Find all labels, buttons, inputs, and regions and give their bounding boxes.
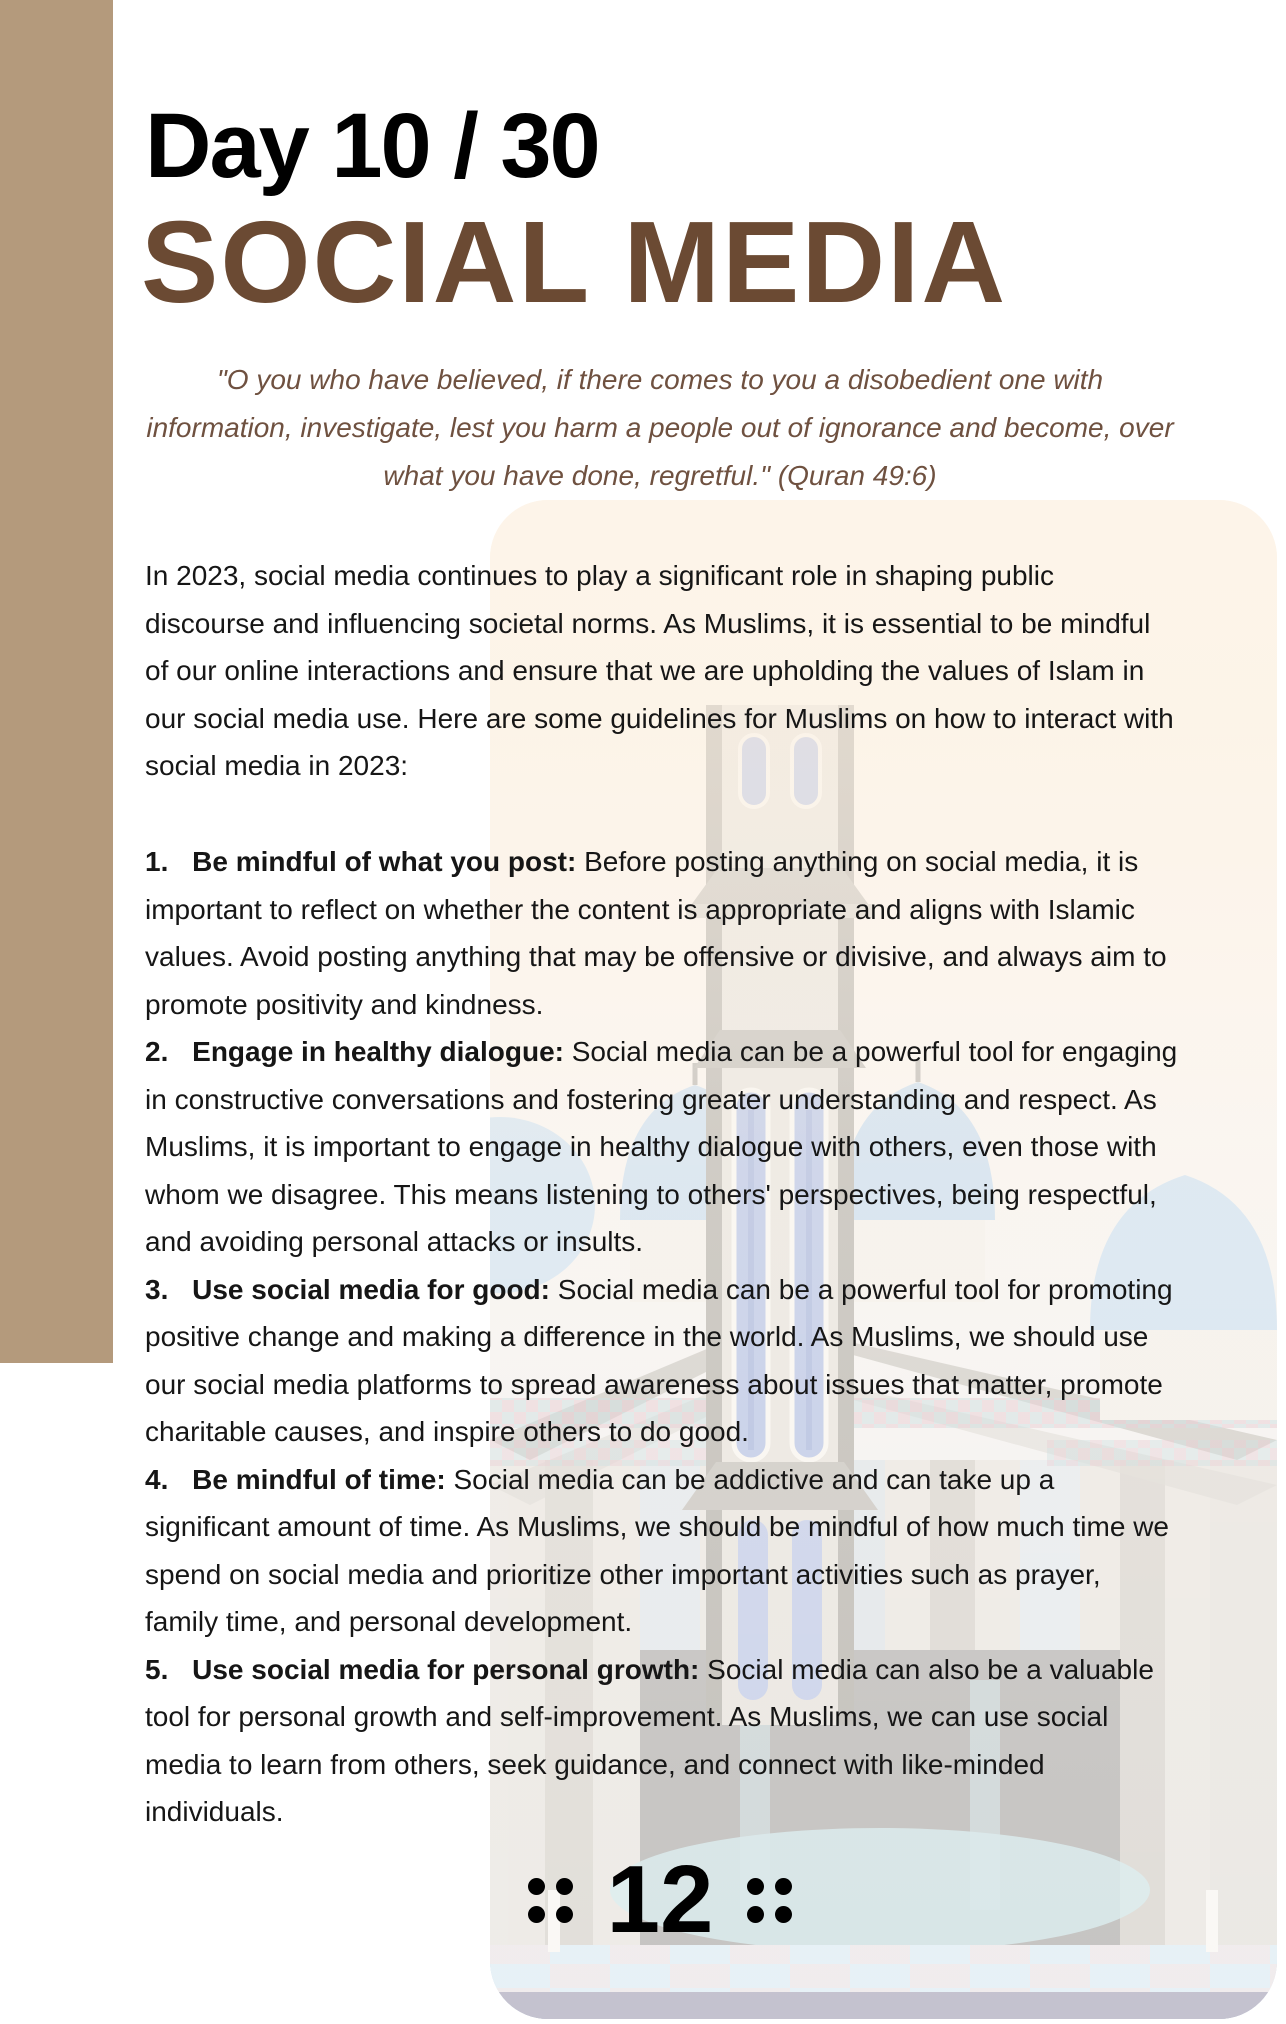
left-accent-bar: [0, 0, 113, 1363]
item-number: 2.: [145, 1036, 169, 1067]
item-body: Social media can be a powerful tool for promoting positive change and making a difference in the world. As Muslims, we should use our social media platforms to spread awareness about issues that matter, promote charitable causes, and inspire others to do good.: [145, 1273, 1173, 1447]
list-item: [145, 1646, 1181, 1836]
item-body: Social media can also be a valuable tool for personal growth and self-improvement. As Muslims, we can use social media to learn from others, seek guidance, and connect with like-minded individuals.: [145, 1653, 1154, 1827]
page-number-dots-icon: [747, 1878, 792, 1923]
item-lead: Be mindful of what you post:: [192, 846, 577, 877]
list-item: [145, 838, 1181, 1028]
list-item: [145, 1456, 1181, 1646]
item-lead: Use social media for personal growth:: [192, 1653, 700, 1685]
item-lead: Engage in healthy dialogue:: [192, 1036, 564, 1067]
quran-quote: "O you who have believed, if there comes to you a disobedient one with information, investigate, lest you harm a people out of ignorance and become, over what you have done, regretful." (Quran 49:6): [146, 364, 1174, 491]
day-counter: Day 10 / 30: [145, 95, 599, 197]
page-number-dots-icon: [528, 1878, 573, 1923]
item-body: Social media can be a powerful tool for engaging in constructive conversations and fostering greater understanding and respect. As Muslims, it is important to engage in healthy dialogue with others, even those with whom we disagree. This means listening to others' perspectives, being respectful, and avoiding personal attacks or insults.: [145, 1036, 1178, 1257]
item-number: 5.: [145, 1653, 169, 1685]
item-number: 3.: [145, 1273, 169, 1305]
page-content: [141, 0, 1178, 2024]
item-number: 4.: [145, 1463, 169, 1495]
page-title: SOCIAL MEDIA: [141, 197, 1008, 327]
list-item: [145, 1028, 1181, 1266]
item-lead: Be mindful of time:: [192, 1463, 446, 1495]
list-item: [145, 1266, 1181, 1456]
item-body: Social media can be addictive and can take up a significant amount of time. As Muslims, we should be mindful of how much time we spend on social media and prioritize other important activities such as prayer, family time, and personal development.: [145, 1463, 1169, 1637]
page-number: 12: [606, 1846, 714, 1953]
page-footer: [145, 1846, 1175, 1953]
intro-paragraph: In 2023, social media continues to play a significant role in shaping public discourse and influencing societal norms. As Muslims, it is essential to be mindful of our online interactions and ensure that we are upholding the values of Islam in our social media use. Here are some guidelines for Muslims on how to interact with social media in 2023:: [145, 560, 1174, 781]
item-number: 1.: [145, 846, 169, 877]
item-body: Before posting anything on social media, it is important to reflect on whether the content is appropriate and aligns with Islamic values. Avoid posting anything that may be offensive or divisive, and always aim to promote positivity and kindness.: [145, 846, 1167, 1020]
item-lead: Use social media for good:: [192, 1273, 550, 1305]
guidelines-list: [145, 838, 1181, 1836]
